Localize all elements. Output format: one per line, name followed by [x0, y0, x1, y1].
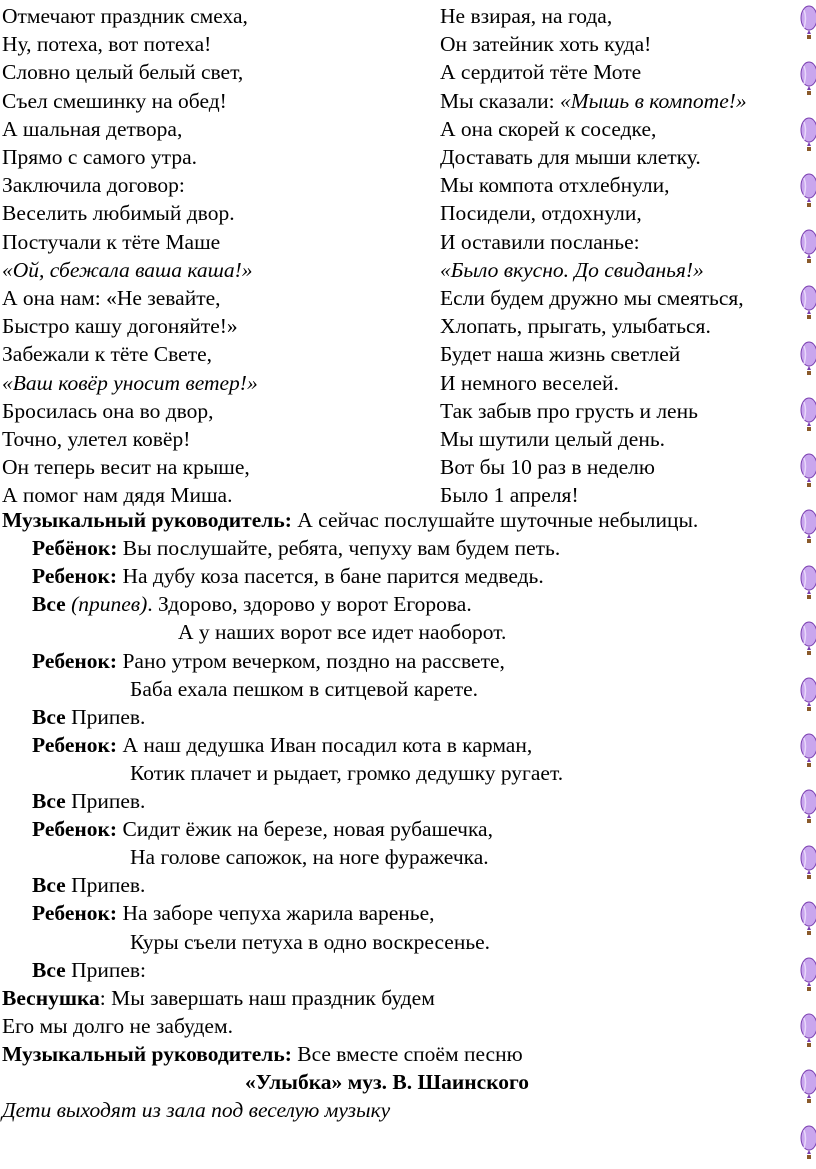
balloon-icon — [798, 1012, 816, 1050]
speaker-name: Все — [32, 873, 66, 898]
poem-line — [440, 30, 651, 58]
dialogue-line — [2, 1040, 523, 1068]
poem-line — [2, 228, 220, 256]
speaker-name: Ребенок: — [32, 817, 118, 842]
poem-line-text: Съел смешинку на обед! — [2, 88, 227, 113]
script-line — [2, 1096, 390, 1124]
line-text: Припев. — [65, 789, 146, 813]
speaker-name: Веснушка — [2, 985, 100, 1010]
balloon-icon — [798, 396, 816, 434]
poem-line-text: Веселить любимый двор. — [2, 201, 235, 226]
line-text: А сейчас послушайте шуточные небылицы. — [291, 508, 699, 532]
poem-line — [440, 340, 680, 368]
poem-line-text: Если будем дружно мы смеяться, — [440, 286, 744, 310]
poem-line — [440, 256, 704, 284]
line-text: Вы послушайте, ребята, чепуху вам будем петь. — [117, 536, 561, 561]
dialogue-line — [32, 562, 544, 590]
poem-line-text: И немного веселей. — [440, 370, 619, 395]
balloon-icon — [798, 508, 816, 546]
poem-line — [440, 228, 640, 256]
line-text: Припев: — [65, 957, 147, 982]
dialogue-line — [32, 703, 145, 731]
balloon-icon — [798, 452, 816, 490]
poem-line-text: Было 1 апреля! — [440, 483, 579, 508]
poem-line — [2, 143, 197, 171]
balloon-icon — [798, 284, 816, 322]
script-line — [130, 928, 490, 956]
poem-line — [2, 340, 212, 368]
speaker-name: Музыкальный руководитель: — [2, 1041, 292, 1066]
poem-line-text: Посидели, отдохнули, — [440, 201, 642, 226]
line-text: Куры съели петуха в одно воскресенье. — [130, 929, 491, 954]
speaker-name: «Улыбка» муз. В. Шаинского — [245, 1070, 530, 1094]
balloon-icon — [798, 732, 816, 770]
dialogue-line — [32, 534, 560, 562]
balloon-icon — [798, 564, 816, 602]
poem-line-text: Забежали к тёте Свете, — [2, 342, 213, 367]
line-text: На заборе чепуха жарила варенье, — [117, 901, 435, 926]
line-text: Припев. — [65, 873, 146, 898]
poem-line — [440, 199, 642, 227]
dialogue-line — [32, 956, 146, 984]
balloon-icon — [798, 956, 816, 994]
poem-line-text: А сердитой тёте Моте — [440, 60, 642, 85]
line-text: Все вместе споём песню — [291, 1041, 523, 1066]
poem-line — [2, 256, 253, 284]
poem-line-text: Хлопать, прыгать, улыбаться. — [440, 314, 711, 339]
poem-line — [440, 58, 641, 86]
speaker-name: Музыкальный руководитель: — [2, 508, 292, 532]
balloon-icon — [798, 1124, 816, 1162]
line-text: Припев. — [65, 704, 146, 729]
line-text: Баба ехала пешком в ситцевой карете. — [130, 676, 479, 701]
poem-line-text: А помог нам дядя Миша. — [2, 483, 233, 508]
poem-line-text: Заключила договор: — [2, 173, 185, 198]
poem-line-text: Точно, улетел ковёр! — [2, 427, 191, 451]
speaker-name: Все — [32, 592, 66, 617]
dialogue-line — [32, 787, 145, 815]
balloon-icon — [798, 60, 816, 98]
speaker-name: Ребенок: — [32, 732, 118, 757]
poem-line — [440, 284, 744, 312]
poem-line — [2, 87, 227, 115]
line-text: А у наших ворот все идет наоборот. — [178, 620, 507, 645]
poem-line — [2, 30, 211, 58]
poem-line — [440, 115, 656, 143]
poem-line-text: Бросилась она во двор, — [2, 398, 214, 423]
poem-line — [2, 171, 185, 199]
poem-line-text: Доставать для мыши клетку. — [440, 145, 701, 169]
balloon-icon — [798, 1068, 816, 1106]
dialogue-line — [32, 731, 532, 759]
balloon-icon — [798, 172, 816, 210]
poem-line-text: Мы сказали: — [440, 88, 560, 113]
poem-line-italic: «Мышь в компоте!» — [559, 88, 747, 113]
dialogue-line — [2, 506, 698, 534]
poem-line-text: Так забыв про грусть и лень — [440, 398, 698, 423]
poem-line-text: Он затейник хоть куда! — [440, 32, 652, 57]
balloon-icon — [798, 620, 816, 658]
poem-line-text: Постучали к тёте Маше — [2, 229, 221, 254]
poem-line-text: Мы шутили целый день. — [440, 427, 666, 451]
poem-line — [2, 58, 243, 86]
poem-line-text: «Ваш ковёр уносит ветер!» — [2, 370, 258, 395]
poem-line — [440, 143, 701, 171]
balloon-icon — [798, 116, 816, 154]
dialogue-line — [32, 590, 472, 618]
poem-line — [2, 397, 214, 425]
poem-line-text: Не взирая, на года, — [440, 4, 613, 28]
poem-line-text: «Было вкусно. До свиданья!» — [440, 257, 704, 282]
speaker-name: Ребенок: — [32, 648, 118, 673]
script-line — [130, 675, 478, 703]
poem-line — [2, 199, 235, 227]
poem-line — [440, 87, 747, 115]
dialogue-line — [245, 1068, 529, 1096]
balloon-border — [796, 0, 816, 1147]
dialogue-line — [32, 899, 435, 927]
poem-line-text: А шальная детвора, — [2, 116, 183, 141]
dialogue-line — [32, 815, 493, 843]
poem-line-text: Быстро кашу догоняйте!» — [2, 314, 238, 339]
italic-note: (припев) — [65, 592, 148, 617]
poem-line — [440, 425, 665, 453]
poem-line — [440, 369, 619, 397]
poem-line-text: Вот бы 10 раз в неделю — [440, 455, 655, 480]
poem-line — [2, 453, 250, 481]
script-line — [2, 1012, 233, 1040]
poem-line — [2, 115, 182, 143]
poem-line — [2, 284, 221, 312]
line-text: Котик плачет и рыдает, громко дедушку ругает. — [130, 760, 564, 785]
poem-line — [440, 171, 670, 199]
speaker-name: Ребёнок: — [32, 536, 118, 561]
script-line — [130, 759, 563, 787]
line-text: Сидит ёжик на березе, новая рубашечка, — [117, 817, 493, 842]
speaker-name: Ребенок: — [32, 901, 118, 926]
dialogue-line — [2, 984, 435, 1012]
poem-line — [440, 2, 612, 30]
balloon-icon — [798, 4, 816, 42]
poem-line-text: Словно целый белый свет, — [2, 60, 244, 85]
line-text: Рано утром вечерком, поздно на рассвете, — [117, 648, 505, 673]
line-text: На голове сапожок, на ноге фуражечка. — [130, 845, 489, 870]
poem-line-text: Он теперь весит на крыше, — [2, 455, 250, 480]
speaker-name: Все — [32, 704, 66, 729]
speaker-name: Все — [32, 789, 66, 813]
poem-line-text: А она скорей к соседке, — [440, 116, 657, 141]
balloon-icon — [798, 228, 816, 266]
speaker-name: Ребенок: — [32, 564, 118, 589]
poem-line — [440, 453, 655, 481]
speaker-name: Все — [32, 957, 66, 982]
poem-line — [2, 425, 190, 453]
line-text: Его мы долго не забудем. — [2, 1013, 233, 1038]
dialogue-line — [32, 647, 505, 675]
balloon-icon — [798, 900, 816, 938]
poem-line-text: Прямо с самого утра. — [2, 145, 198, 169]
poem-line-text: Будет наша жизнь светлей — [440, 342, 681, 367]
italic-note: Дети выходят из зала под веселую музыку — [2, 1098, 391, 1123]
dialogue-line — [32, 871, 145, 899]
poem-line-text: Ну, потеха, вот потеха! — [2, 32, 212, 57]
poem-line — [440, 397, 698, 425]
poem-line-text: Мы компота отхлебнули, — [440, 173, 670, 198]
poem-line-text: Отмечают праздник смеха, — [2, 4, 248, 28]
poem-line-text: «Ой, сбежала ваша каша!» — [2, 257, 253, 282]
poem-line — [440, 312, 711, 340]
line-text: . Здорово, здорово у ворот Егорова. — [147, 592, 472, 617]
script-line — [178, 618, 506, 646]
poem-line — [2, 312, 238, 340]
poem-line-text: А она нам: «Не зевайте, — [2, 286, 221, 310]
script-line — [130, 843, 489, 871]
line-text: : Мы завершать наш праздник будем — [99, 985, 435, 1010]
balloon-icon — [798, 340, 816, 378]
balloon-icon — [798, 676, 816, 714]
balloon-icon — [798, 788, 816, 826]
poem-line-text: И оставили посланье: — [440, 229, 640, 254]
line-text: На дубу коза пасется, в бане парится медведь. — [117, 564, 544, 589]
line-text: А наш дедушка Иван посадил кота в карман, — [117, 732, 533, 757]
poem-line — [2, 2, 248, 30]
poem-line — [2, 369, 258, 397]
balloon-icon — [798, 844, 816, 882]
